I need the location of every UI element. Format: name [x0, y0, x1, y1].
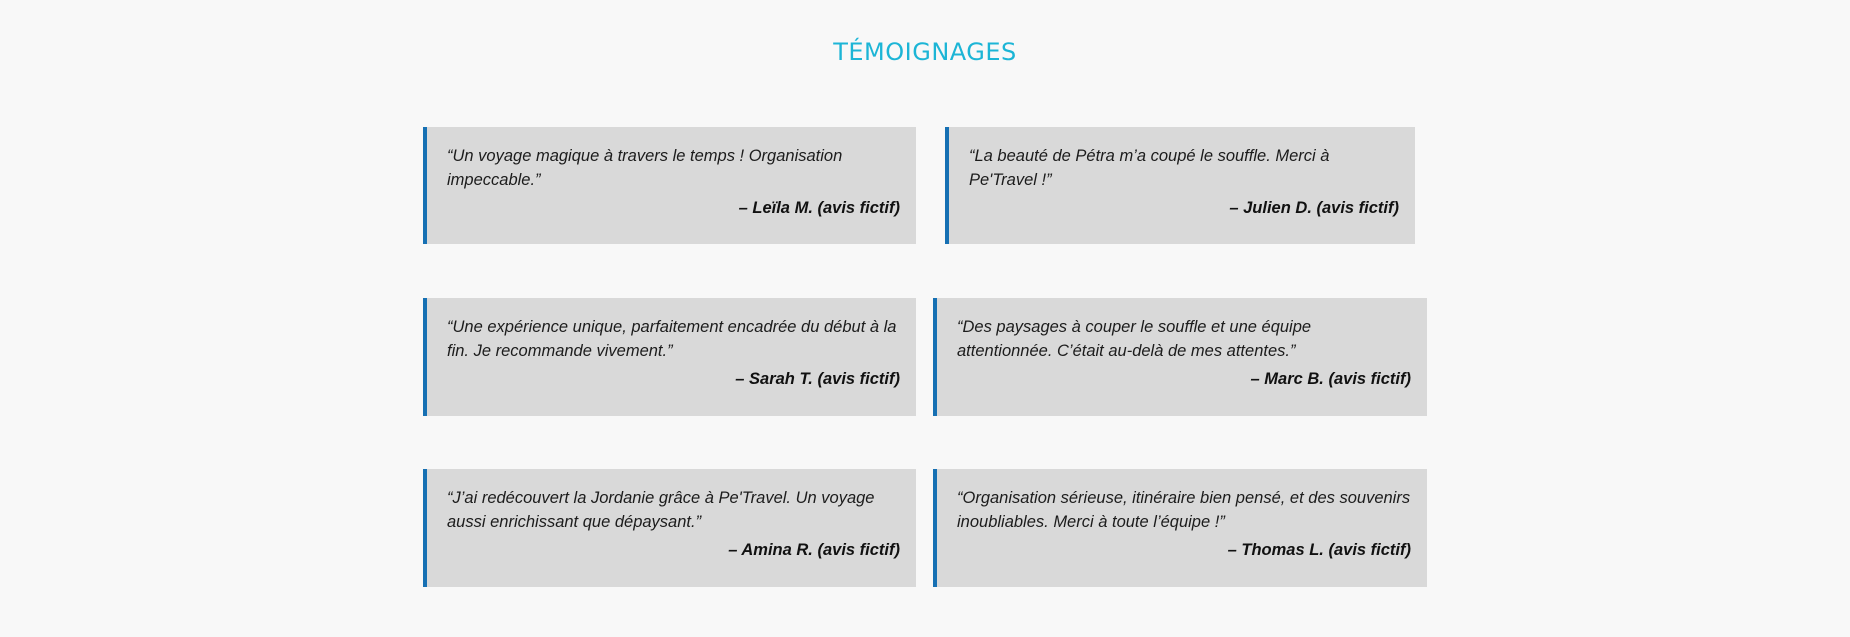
testimonial-quote: “J’ai redécouvert la Jordanie grâce à Pe'Travel. Un voyage aussi enrichissant que dépaysant.”	[447, 489, 875, 531]
testimonial-card	[933, 298, 1427, 416]
testimonial-card	[423, 298, 916, 416]
testimonial-card	[933, 469, 1427, 587]
testimonial-author: – Amina R. (avis fictif)	[728, 541, 900, 559]
testimonial-author: – Marc B. (avis fictif)	[1250, 370, 1411, 388]
section-title: TÉMOIGNAGES	[833, 38, 1017, 66]
testimonial-author: – Julien D. (avis fictif)	[1229, 199, 1399, 217]
testimonial-quote: “Une expérience unique, parfaitement encadrée du début à la fin. Je recommande vivement.”	[447, 318, 897, 360]
testimonial-quote: “Des paysages à couper le souffle et une équipe attentionnée. C’était au-delà de mes attentes.”	[957, 318, 1312, 360]
testimonial-quote: “Organisation sérieuse, itinéraire bien pensé, et des souvenirs inoubliables. Merci à toute l’équipe !”	[957, 489, 1411, 531]
testimonial-card	[423, 127, 916, 244]
testimonial-card	[423, 469, 916, 587]
testimonial-author: – Sarah T. (avis fictif)	[735, 370, 900, 388]
testimonial-card	[945, 127, 1415, 244]
testimonial-author: – Thomas L. (avis fictif)	[1227, 541, 1411, 559]
testimonial-quote: “Un voyage magique à travers le temps ! Organisation impeccable.”	[447, 147, 843, 189]
testimonial-author: – Leïla M. (avis fictif)	[738, 199, 900, 217]
testimonial-quote: “La beauté de Pétra m’a coupé le souffle. Merci à Pe'Travel !”	[969, 147, 1330, 189]
